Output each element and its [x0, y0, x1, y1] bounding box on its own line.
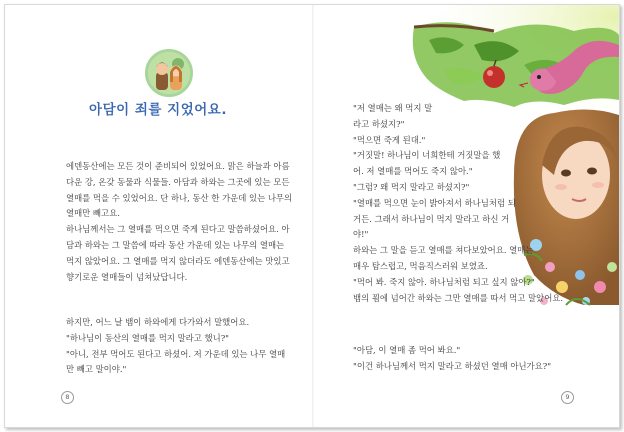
chapter-title: 아담이 죄를 지었어요. — [89, 102, 227, 118]
left-paragraph-2 — [66, 315, 285, 378]
text-line: 열매를 먹을 수 있었어요. 단 하나, 동산 한 가운데 있는 나무의 — [66, 192, 293, 203]
text-line: 향기로운 열매들이 넘쳐났답니다. — [66, 271, 188, 282]
page-number-right: 9 — [561, 391, 574, 404]
left-page — [5, 5, 311, 427]
chapter-medallion-illustration — [145, 49, 193, 97]
text-line: "하나님이 동산의 열매를 먹지 말라고 했니?" — [66, 332, 230, 343]
text-line: 하나님께서는 그 열매를 먹으면 죽게 된다고 말씀하셨어요. 아 — [66, 224, 290, 235]
text-line: "아담, 이 열매 좀 먹어 봐요." — [353, 345, 461, 355]
left-paragraph-1 — [66, 159, 292, 285]
book-spread — [4, 4, 620, 428]
right-paragraph-2 — [353, 343, 551, 375]
text-line: "거짓말! 하나님이 너희한테 거짓말을 했 — [353, 150, 501, 161]
text-line: 야!" — [353, 229, 369, 240]
text-line: 열매만 빼고요. — [66, 208, 120, 219]
text-line: "아니, 전부 먹어도 된다고 하셨어. 저 가운데 있는 나무 열매 — [66, 348, 286, 359]
text-line: 하지만, 어느 날 뱀이 하와에게 다가와서 말했어요. — [66, 317, 250, 327]
text-line: 뱀의 꾐에 넘어간 하와는 그만 열매를 따서 먹고 말았어요. — [353, 292, 564, 303]
right-page — [314, 5, 619, 427]
text-line: 먹지 않았어요. 그 열매를 먹지 않더라도 에덴동산에는 맛있고 — [66, 255, 290, 266]
text-line: 담과 하와는 그 말씀에 따라 동산 가운데 있는 나무의 열매는 — [66, 239, 285, 250]
text-line: 만 빼고 말이야." — [66, 364, 127, 375]
text-line: 라고 하셨지?" — [353, 118, 405, 129]
text-line: 에덴동산에는 모든 것이 준비되어 있었어요. 맑은 하늘과 아름 — [66, 161, 290, 171]
text-line: 매우 탐스럽고, 먹음직스러워 보였죠. — [353, 260, 488, 271]
text-line: 다운 강, 온갖 동물과 식물들. 아담과 하와는 그곳에 있는 모든 — [66, 176, 290, 187]
text-line: "먹어 봐. 죽지 않아. 하나님처럼 되고 싶지 않아?" — [353, 276, 535, 287]
text-line: "저 열매는 왜 먹지 말 — [353, 103, 433, 113]
text-line: 어. 저 열매를 먹어도 죽지 않아." — [353, 166, 473, 177]
text-line: "먹으면 죽게 된대." — [353, 134, 426, 145]
text-line: "이건 하나님께서 먹지 말라고 하셨던 열매 아닌가요?" — [353, 360, 552, 371]
text-line: 거든. 그래서 하나님이 먹지 말라고 하신 거 — [353, 213, 510, 224]
right-paragraph-1 — [353, 101, 563, 306]
text-line: "그럼? 왜 먹지 말라고 하셨지?" — [353, 181, 470, 192]
text-line: 하와는 그 말을 듣고 열매를 쳐다보았어요. 열매는 — [353, 245, 534, 256]
text-line: "열매를 먹으면 눈이 밝아져서 하나님처럼 되 — [353, 197, 516, 208]
page-number-left: 8 — [61, 391, 74, 404]
